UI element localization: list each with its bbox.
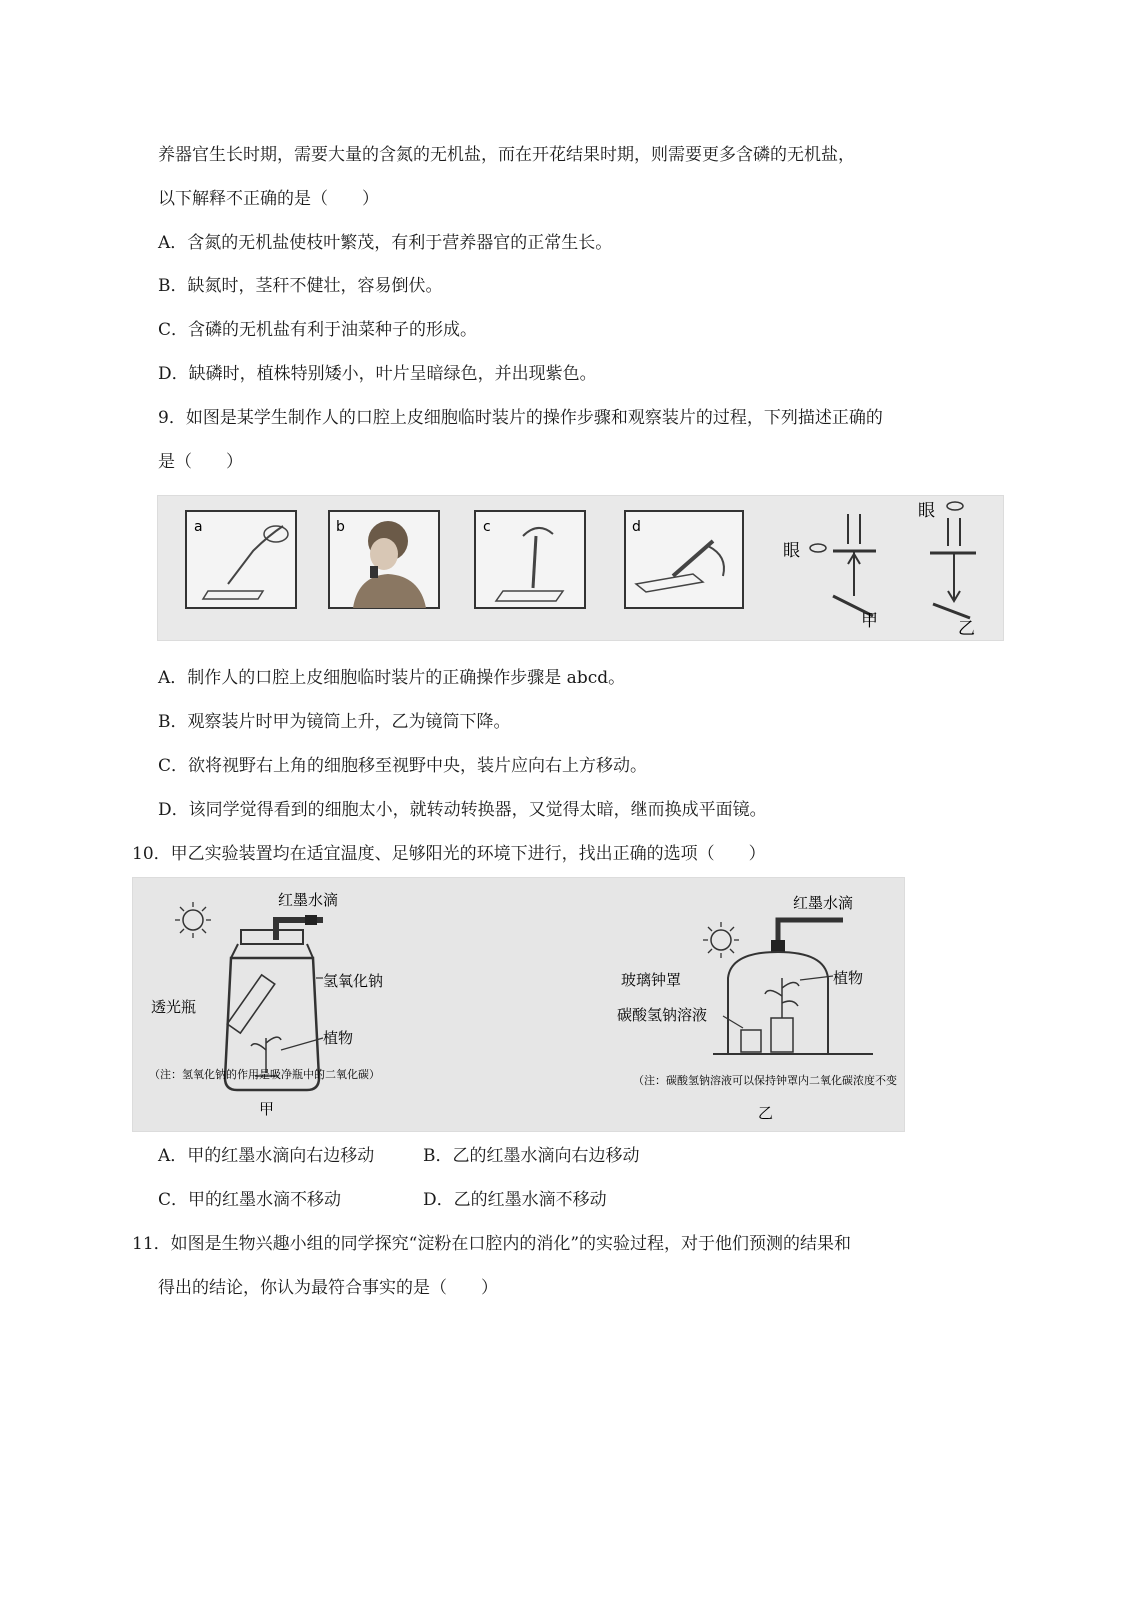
panel-c-slide-illustration — [475, 511, 585, 608]
question-10-stem: 10．甲乙实验装置均在适宜温度、足够阳光的环境下进行，找出正确的选项（ ） — [132, 844, 766, 864]
question-9-option-c: C．欲将视野右上角的细胞移至视野中央，装片应向右上方移动。 — [158, 756, 648, 776]
panel-b-person-illustration — [329, 511, 439, 608]
question-10-option-c: C．甲的红墨水滴不移动 — [158, 1190, 342, 1210]
question-10-option-a: A．甲的红墨水滴向右边移动 — [158, 1146, 375, 1166]
question-10-options-row-2 — [158, 1188, 607, 1212]
panel-a-dropper-illustration — [186, 511, 296, 608]
question-8-option-a: A．含氮的无机盐使枝叶繁茂，有利于营养器官的正常生长。 — [158, 233, 613, 253]
panel-b-label: b — [336, 519, 345, 535]
microscope-yi-diagram — [918, 501, 976, 639]
question-9-stem-line-2: 是（ ） — [158, 452, 243, 472]
panel-d-label: d — [632, 519, 641, 535]
eye-label-yi: 眼 — [918, 501, 935, 521]
question-9-stem-line-1: 9．如图是某学生制作人的口腔上皮细胞临时装片的操作步骤和观察装片的过程，下列描述正确的 — [158, 408, 883, 428]
panel-d-coverslip-illustration — [625, 511, 743, 608]
yi-red-drop-label: 红墨水滴 — [793, 894, 854, 912]
question-10-option-d: D．乙的红墨水滴不移动 — [423, 1190, 607, 1210]
jia-bottle-label: 透光瓶 — [151, 998, 197, 1016]
yi-caption: 乙 — [758, 1104, 774, 1122]
question-8-text-line-1: 养器官生长时期，需要大量的含氮的无机盐，而在开花结果时期，则需要更多含磷的无机盐， — [158, 145, 855, 165]
jia-plant-label: 植物 — [323, 1029, 354, 1047]
caption-jia: 甲 — [861, 611, 878, 631]
question-9-option-d: D．该同学觉得看到的细胞太小，就转动转换器，又觉得太暗，继而换成平面镜。 — [158, 800, 767, 820]
question-9-option-b: B．观察装片时甲为镜筒上升，乙为镜筒下降。 — [158, 712, 511, 732]
question-10-figure — [132, 877, 905, 1132]
yi-note: （注：碳酸氢钠溶液可以保持钟罩内二氧化碳浓度不变 — [633, 1074, 897, 1087]
microscope-jia-diagram — [783, 514, 878, 631]
question-10-option-b: B．乙的红墨水滴向右边移动 — [423, 1146, 640, 1166]
question-9-figure — [157, 495, 1004, 641]
question-10-options-row-1 — [158, 1144, 640, 1168]
caption-yi: 乙 — [958, 619, 975, 639]
question-9-option-a: A．制作人的口腔上皮细胞临时装片的正确操作步骤是 abcd。 — [158, 668, 626, 688]
question-8-text-line-2: 以下解释不正确的是（ ） — [158, 189, 379, 209]
question-8-option-d: D．缺磷时，植株特别矮小，叶片呈暗绿色，并出现紫色。 — [158, 364, 597, 384]
apparatus-yi — [617, 894, 897, 1122]
sun-icon — [183, 910, 203, 930]
question-8-option-b: B．缺氮时，茎秆不健壮，容易倒伏。 — [158, 276, 443, 296]
yi-plant-label: 植物 — [833, 969, 864, 987]
jia-red-drop-label: 红墨水滴 — [278, 891, 339, 909]
sun-icon — [711, 930, 731, 950]
question-11-stem-line-2: 得出的结论，你认为最符合事实的是（ ） — [158, 1278, 498, 1298]
question-8-option-c: C．含磷的无机盐有利于油菜种子的形成。 — [158, 320, 478, 340]
eye-label-jia: 眼 — [783, 541, 800, 561]
panel-c-label: c — [483, 519, 491, 535]
jia-caption: 甲 — [259, 1100, 275, 1118]
question-11-stem-line-1: 11．如图是生物兴趣小组的同学探究“淀粉在口腔内的消化”的实验过程，对于他们预测的结果和 — [132, 1234, 852, 1254]
apparatus-jia — [149, 891, 383, 1118]
jia-note: （注：氢氧化钠的作用是吸净瓶中的二氧化碳） — [149, 1068, 380, 1081]
panel-a-label: a — [194, 519, 203, 535]
yi-bell-label: 玻璃钟罩 — [621, 971, 682, 989]
yi-solution-label: 碳酸氢钠溶液 — [617, 1006, 708, 1024]
jia-naoh-label: 氢氧化钠 — [323, 972, 384, 990]
